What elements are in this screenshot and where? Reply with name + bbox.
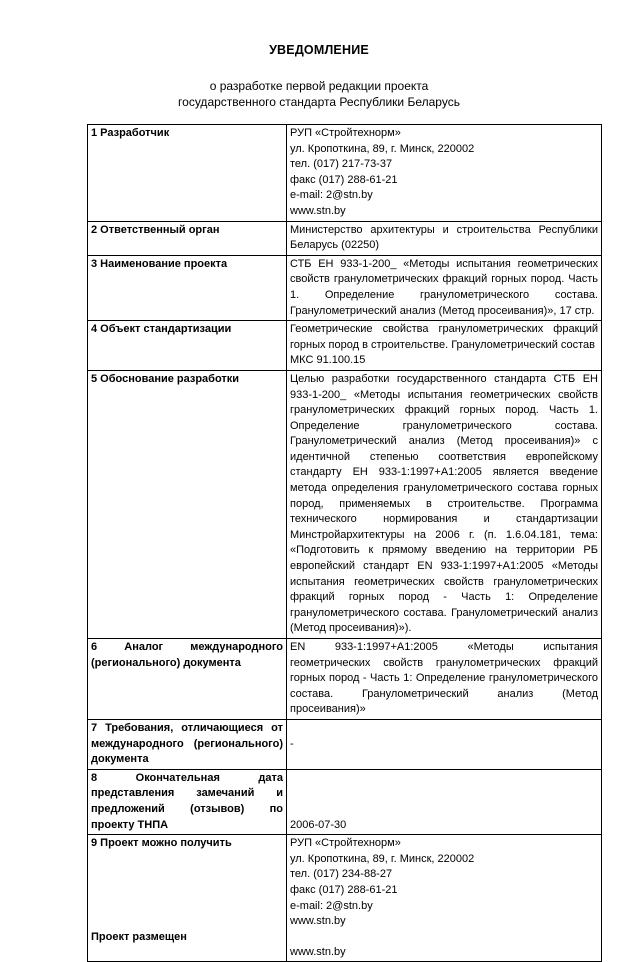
obtain-value: [287, 835, 602, 962]
page-subtitle: [0, 78, 638, 110]
page-title: УВЕДОМЛЕНИЕ: [269, 43, 369, 57]
developer-line-3: тел. (017) 217-73-37: [290, 158, 393, 171]
object-label: 4 Объект стандартизации: [88, 321, 287, 371]
justification-label: 5 Обоснование разработки: [88, 370, 287, 638]
placed-label: Проект размещен: [91, 930, 187, 943]
row-project-name: [88, 255, 602, 320]
obtain-line-2: ул. Кропоткина, 89, г. Минск, 220002: [290, 852, 475, 865]
deadline-value: 2006-07-30: [287, 769, 602, 834]
developer-line-6: www.stn.by: [290, 204, 346, 217]
obtain-line-3: тел. (017) 234-88-27: [290, 868, 393, 881]
developer-line-4: факс (017) 288-61-21: [290, 173, 398, 186]
developer-value: [287, 125, 602, 222]
object-code: МКС 91.100.15: [290, 354, 366, 367]
project-name-value: СТБ ЕН 933-1-200_ «Методы испытания геометрических свойств гранулометрических фракций горных пород. Часть 1. Определение гранулометрического состава. Гранулометрический анализ (Метод просеивания)», 17 стр.: [287, 255, 602, 320]
obtain-label: 9 Проект можно получить: [91, 837, 232, 850]
authority-value: Министерство архитектуры и строительства Республики Беларусь (02250): [287, 221, 602, 255]
obtain-label-cell: [88, 835, 287, 962]
analog-value: EN 933-1:1997+A1:2005 «Методы испытания геометрических свойств гранулометрических фракций горных пород - Часть 1: Определение гранулометрического состава. Гранулометрический анализ (Метод просеивания)»: [287, 639, 602, 720]
developer-line-2: ул. Кропоткина, 89, г. Минск, 220002: [290, 142, 475, 155]
deadline-label: 8 Окончательная дата представления замечаний и предложений (отзывов) по проекту ТНПА: [88, 769, 287, 834]
developer-line-1: РУП «Стройтехнорм»: [290, 127, 401, 139]
row-object: [88, 321, 602, 371]
analog-label: 6 Аналог международного (регионального) документа: [88, 639, 287, 720]
row-developer: [88, 125, 602, 222]
justification-value: Целью разработки государственного стандарта СТБ ЕН 933-1-200_ «Методы испытания геометрических свойств гранулометрических фракций горных пород. Часть 1. Определение гранулометрического состава. Гранулометрический анализ (Метод просеивания)» с идентичной степенью соответствия европейскому стандарту ЕН 933-1:1997+A1:2005 является введение метода определения гранулометрического состава горных пород, применяемых в строительстве. Программа технического нормирования и стандартизации Минстройархитектуры на 2006 г. (п. 1.6.04.181, тема: «Подготовить к прямому введению на территории РБ европейский стандарт EN 933-1:1997+A1:2005 «Методы испытания геометрических свойств гранулометрических фракций горных пород - Часть 1: Определение гранулометрического состава. Гранулометрический анализ (Метод просеивания)»).: [287, 370, 602, 638]
subtitle-line-2: государственного стандарта Республики Беларусь: [178, 95, 460, 109]
row-obtain: [88, 835, 602, 962]
differences-value: -: [287, 719, 602, 769]
placed-value[interactable]: www.stn.by: [290, 945, 346, 958]
row-deadline: [88, 769, 602, 834]
row-analog: [88, 639, 602, 720]
object-text: Геометрические свойства гранулометрических фракций горных пород в строительстве. Гранулометрический состав: [290, 323, 598, 351]
object-value: [287, 321, 602, 371]
notice-table: [87, 124, 602, 962]
obtain-line-5: e-mail: 2@stn.by: [290, 899, 373, 912]
obtain-line-6: www.stn.by: [290, 915, 346, 928]
obtain-line-4: факс (017) 288-61-21: [290, 883, 398, 896]
obtain-line-1: РУП «Стройтехнорм»: [290, 837, 401, 850]
row-authority: [88, 221, 602, 255]
differences-label: 7 Требования, отличающиеся от международного (регионального) документа: [88, 719, 287, 769]
project-name-label: 3 Наименование проекта: [88, 255, 287, 320]
row-differences: [88, 719, 602, 769]
subtitle-line-1: о разработке первой редакции проекта: [209, 79, 429, 93]
developer-line-5: e-mail: 2@stn.by: [290, 189, 373, 202]
authority-label: 2 Ответственный орган: [88, 221, 287, 255]
developer-label: 1 Разработчик: [88, 125, 287, 222]
row-justification: [88, 370, 602, 638]
